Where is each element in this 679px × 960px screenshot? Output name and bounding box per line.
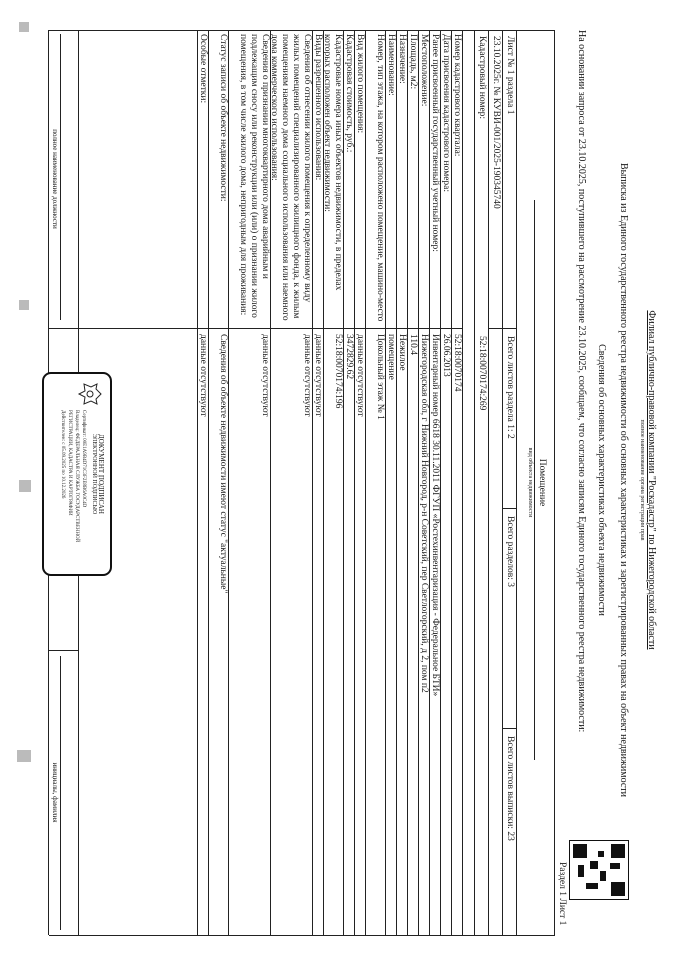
stamp-owner-cont: РЕГИСТРАЦИИ, КАДАСТРА И КАРТОГРАФИИ xyxy=(67,410,72,516)
row-value: 26.06.2013 xyxy=(441,334,451,377)
row-divider xyxy=(418,30,419,935)
electronic-signature-stamp xyxy=(42,372,112,576)
row-divider xyxy=(407,30,408,935)
row-divider xyxy=(208,30,209,935)
section-marker: Раздел 1 Лист 1 xyxy=(557,862,567,926)
row-label: Сведения о признании многоквартирного дома аварийным и подлежащим сносу или реконструкции или (или) о признании жилого помещения, в том числе жилого дома, непригодным для проживания: xyxy=(238,34,270,318)
row-label: Виды разрешенного использования: xyxy=(313,34,323,181)
row-value: данные отсутствуют xyxy=(355,334,365,417)
row-value: Нижегородская обл, г Нижний Новгород, р-н Советский, пер Светлогорский, д 2, пом п2 xyxy=(419,334,429,693)
row-value: Нежилое xyxy=(397,334,407,371)
sheet-number: Лист № 1 раздела 1 xyxy=(505,36,515,115)
row-value: Цокольный этаж № 1 xyxy=(375,334,385,420)
position-caption: полное наименование должности xyxy=(51,129,59,229)
row-value: данные отсутствуют xyxy=(198,334,208,417)
row-value: данные отсутствуют xyxy=(313,334,323,417)
row-divider xyxy=(354,30,355,935)
row-value: данные отсутствуют xyxy=(302,334,312,417)
row-label: Вид жилого помещения: xyxy=(355,34,365,134)
row-label: Номер, тип этажа, на котором расположено помещение, машино-место xyxy=(375,34,385,322)
row-divider xyxy=(343,30,344,935)
row-divider xyxy=(228,30,229,935)
row-label: Статус записи об объекте недвижимости: xyxy=(218,34,228,202)
row-label: Сведения об отнесении жилого помещения к определенному виду жилых помещений специализированного жилищного фонда, к жилым помещениям наемного дома социального использования или наемного дома коммерческого использования: xyxy=(269,34,312,321)
row-label: Местоположение: xyxy=(419,34,429,107)
row-divider xyxy=(451,30,452,935)
row-label: Особые отметки: xyxy=(198,34,208,104)
agency-caption: полное наименование органа регистрации прав xyxy=(639,419,645,541)
document-title: Выписка из Единого государственного реестра недвижимости об основных характеристиках и зарегистрированных правах на объект недвижимости xyxy=(618,162,629,797)
row-label: Номер кадастрового квартала: xyxy=(452,34,462,157)
extract-date-number: 23.10.2025г. № КУВИ-001/2025-190345740 xyxy=(491,36,501,209)
row-value: Сведения об объекте недвижимости имеют статус "актуальные" xyxy=(218,334,228,594)
scan-artifact xyxy=(17,750,31,762)
agency-name: Филиал публично-правовой компании "Роскадастр" по Нижегородской области xyxy=(646,310,657,650)
row-label: Дата присвоения кадастрового номера: xyxy=(441,34,451,193)
row-label: Кадастровые номера иных объектов недвижимости, в пределах которых расположен объект недвижимости: xyxy=(322,34,343,291)
row-divider xyxy=(312,30,313,935)
row-value: 110.4 xyxy=(408,334,418,356)
row-divider xyxy=(365,30,366,935)
cadastral-number-value: 52:18:0070174:269 xyxy=(477,336,487,411)
row-value: данные отсутствуют xyxy=(260,334,270,417)
row-divider xyxy=(323,30,324,935)
stamp-certificate: Сертификат: 00E1A9B4D71C3F2E8B6A0C4D xyxy=(81,410,86,508)
scan-artifact xyxy=(19,480,31,492)
row-label: Ранее присвоенный государственный учетный номер: xyxy=(430,34,440,252)
row-value: 52:18:0070174:196 xyxy=(333,334,343,409)
row-divider xyxy=(429,30,430,935)
object-type-caption: вид объекта недвижимости xyxy=(527,447,533,518)
row-divider xyxy=(385,30,386,935)
section-title: Сведения об основных характеристиках объекта недвижимости xyxy=(596,344,607,616)
row-label: Кадастровая стоимость, руб.: xyxy=(344,34,354,153)
sections-total: Всего разделов: 3 xyxy=(505,516,515,588)
name-caption: инициалы, фамилия xyxy=(51,762,59,823)
object-type: Помещение xyxy=(537,458,547,507)
scan-artifact xyxy=(19,300,29,310)
row-divider xyxy=(270,30,271,935)
cadastral-number-label: Кадастровый номер: xyxy=(477,36,487,120)
row-label: Площадь, м2: xyxy=(408,34,418,90)
row-value: 3472829.62 xyxy=(344,334,354,380)
row-divider xyxy=(197,30,198,935)
stamp-owner: Владелец: ФЕДЕРАЛЬНАЯ СЛУЖБА ГОСУДАРСТВЕННОЙ xyxy=(74,410,79,543)
row-label: Наименование: xyxy=(386,34,396,96)
row-value: 52:18:0070174 xyxy=(452,334,462,392)
scan-artifact xyxy=(19,22,29,32)
stamp-validity: Действителен: с 05.09.2025 по 10.12.2026 xyxy=(60,410,65,499)
row-divider xyxy=(440,30,441,935)
row-value: Инвентарный номер 6618 30.11.2011 ФГУП «Ростехинвентаризация - Федеральное БТИ» xyxy=(430,334,440,697)
request-basis: На основании запроса от 23.10.2025, поступившего на рассмотрение 23.10.2025, сообщаем, что согласно записям Единого государственного реестра недвижимости: xyxy=(576,30,587,733)
stamp-line-2: ЭЛЕКТРОННОЙ ПОДПИСЬЮ xyxy=(91,433,97,515)
sheets-in-section: Всего листов раздела 1: 2 xyxy=(505,336,515,439)
stamp-line-1: ДОКУМЕНТ ПОДПИСАН xyxy=(97,434,105,514)
row-divider xyxy=(396,30,397,935)
sheets-total: Всего листов выписки: 23 xyxy=(505,736,515,841)
row-value: помещение xyxy=(386,334,396,380)
row-label: Назначение: xyxy=(397,34,407,84)
